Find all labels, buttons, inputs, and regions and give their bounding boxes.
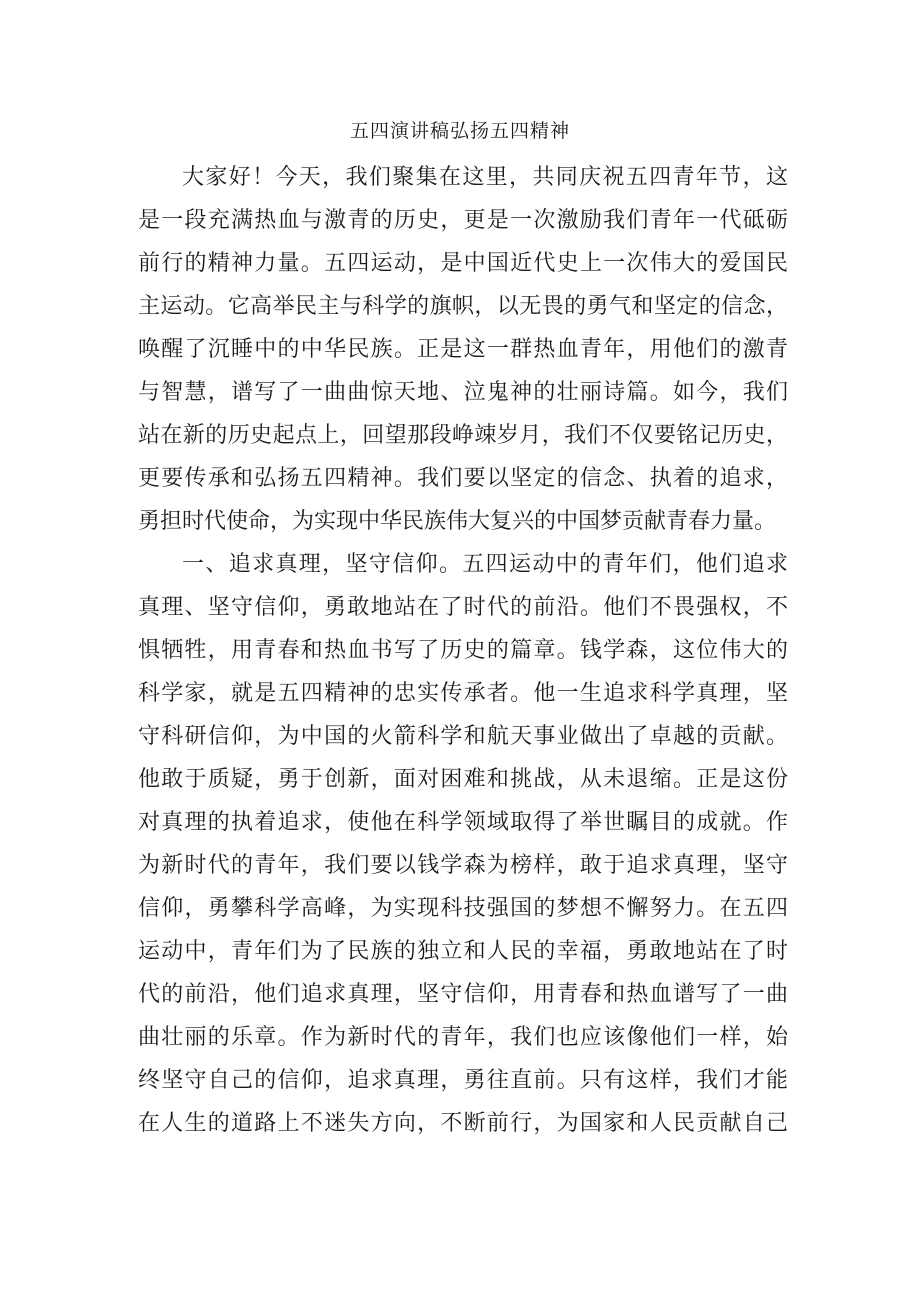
paragraph-1-line-2: 是一段充满热血与激青的历史，更是一次激励我们青年一代砥砺 [138,208,788,233]
paragraph-2-line-4: 科学家，就是五四精神的忠实传承者。他一生追求科学真理，坚 [138,681,788,706]
document-body [138,156,788,1145]
paragraph-2-line-5: 守科研信仰，为中国的火箭科学和航天事业做出了卓越的贡献。 [138,724,788,749]
paragraph-1-line-6: 与智慧，谱写了一曲曲惊天地、泣鬼神的壮丽诗篇。如今，我们 [138,380,788,405]
paragraph-1-line-9: 勇担时代使命，为实现中华民族伟大复兴的中国梦贡献青春力量。 [138,509,777,534]
paragraph-2-line-8: 为新时代的青年，我们要以钱学森为榜样，敢于追求真理，坚守 [138,853,788,878]
paragraph-2-line-12: 曲壮丽的乐章。作为新时代的青年，我们也应该像他们一样，始 [138,1025,788,1050]
paragraph-1-line-1: 大家好！今天，我们聚集在这里，共同庆祝五四青年节，这 [182,165,788,190]
paragraph-1-line-8: 更要传承和弘扬五四精神。我们要以坚定的信念、执着的追求， [138,466,788,491]
paragraph-2-line-1: 一、追求真理，坚守信仰。五四运动中的青年们，他们追求 [182,552,788,577]
paragraph-2-line-2: 真理、坚守信仰，勇敢地站在了时代的前沿。他们不畏强权，不 [138,595,788,620]
document-title: 五四演讲稿弘扬五四精神 [349,120,570,142]
paragraph-2-line-3: 惧牺牲，用青春和热血书写了历史的篇章。钱学森，这位伟大的 [138,638,788,663]
paragraph-2-line-7: 对真理的执着追求，使他在科学领域取得了举世瞩目的成就。作 [138,810,788,835]
paragraph-2-line-13: 终坚守自己的信仰，追求真理，勇往直前。只有这样，我们才能 [138,1068,788,1093]
paragraph-1-line-3: 前行的精神力量。五四运动，是中国近代史上一次伟大的爱国民 [138,251,788,276]
paragraph-2-line-14: 在人生的道路上不迷失方向，不断前行，为国家和人民贡献自己 [138,1111,788,1136]
paragraph-2-line-10: 运动中，青年们为了民族的独立和人民的幸福，勇敢地站在了时 [138,939,788,964]
paragraph-1-line-4: 主运动。它高举民主与科学的旗帜，以无畏的勇气和坚定的信念， [138,294,788,319]
paragraph-2-line-9: 信仰，勇攀科学高峰，为实现科技强国的梦想不懈努力。在五四 [138,896,788,921]
paragraph-1-line-5: 唤醒了沉睡中的中华民族。正是这一群热血青年，用他们的激青 [138,337,788,362]
paragraph-2-line-6: 他敢于质疑，勇于创新，面对困难和挑战，从未退缩。正是这份 [138,767,788,792]
paragraph-2-line-11: 代的前沿，他们追求真理，坚守信仰，用青春和热血谱写了一曲 [138,982,788,1007]
paragraph-1-line-7: 站在新的历史起点上，回望那段峥竦岁月，我们不仅要铭记历史， [138,423,788,448]
